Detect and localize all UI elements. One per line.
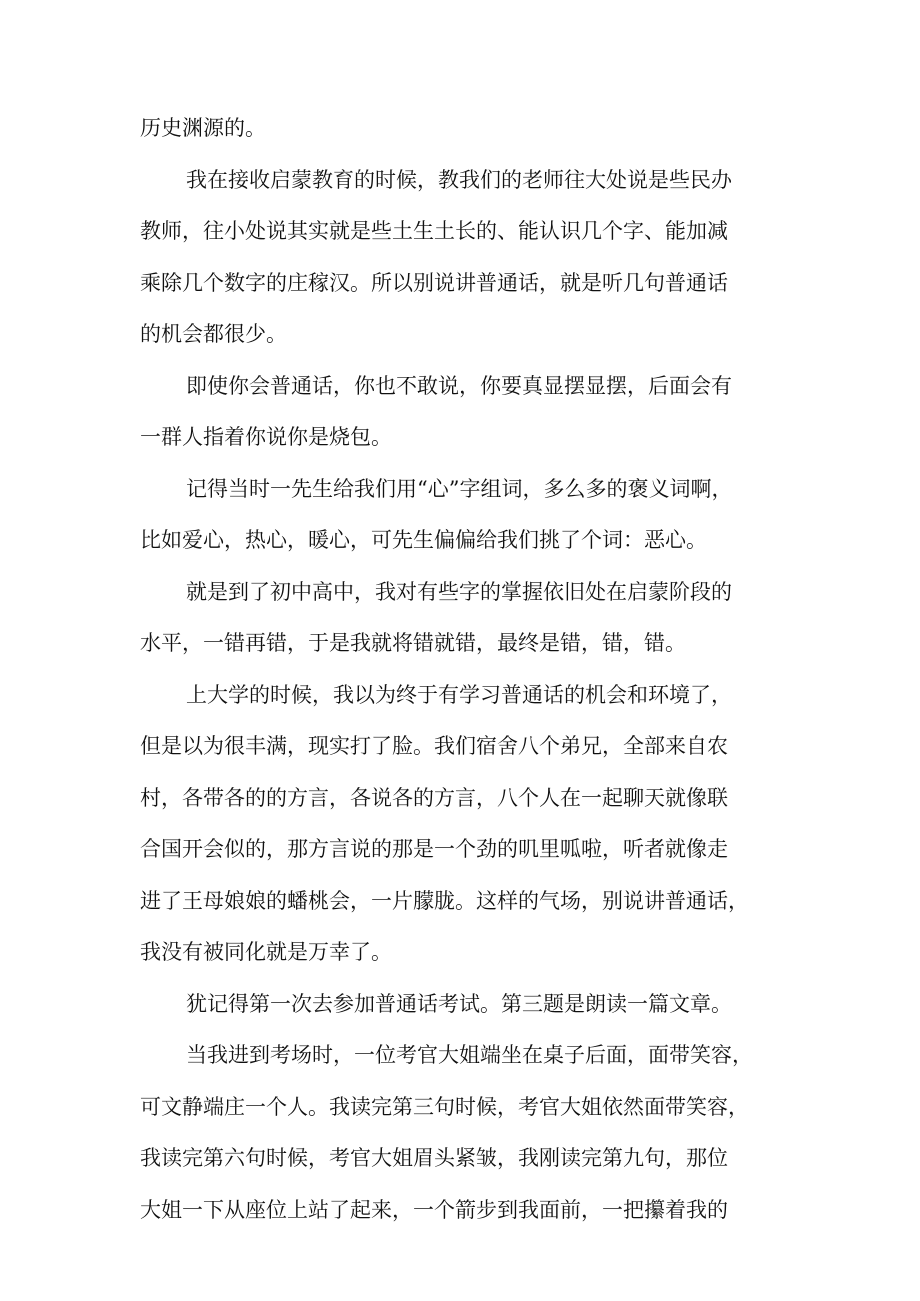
text-line: 当我进到考场时，一位考官大姐端坐在桌子后面，面带笑容，	[186, 1043, 753, 1067]
text-line: 教师，往小处说其实就是些土生土长的、能认识几个字、能加减	[140, 219, 728, 243]
text-line: 历史渊源的。	[140, 116, 266, 140]
text-line: 可文静端庄一个人。我读完第三句时候，考官大姐依然面带笑容，	[140, 1095, 749, 1119]
text-line: 犹记得第一次去参加普通话考试。第三题是朗读一篇文章。	[186, 992, 732, 1016]
text-line: 的机会都很少。	[140, 322, 287, 346]
text-line: 我在接收启蒙教育的时候，教我们的老师往大处说是些民办	[186, 168, 732, 192]
text-line: 水平，一错再错，于是我就将错就错，最终是错，错，错。	[140, 631, 686, 655]
text-line: 进了王母娘娘的蟠桃会，一片朦胧。这样的气场，别说讲普通话，	[140, 889, 749, 913]
text-line: 上大学的时候，我以为终于有学习普通话的机会和环境了，	[186, 683, 732, 707]
text-line: 村，各带各的的方言，各说各的方言，八个人在一起聊天就像联	[140, 786, 728, 810]
text-line: 合国开会似的，那方言说的那是一个劲的叽里呱啦，听者就像走	[140, 837, 728, 861]
text-line: 即使你会普通话，你也不敢说，你要真显摆显摆，后面会有	[186, 374, 732, 398]
text-line: 一群人指着你说你是烧包。	[140, 425, 392, 449]
text-line: 我没有被同化就是万幸了。	[140, 940, 392, 964]
text-line: 大姐一下从座位上站了起来，一个箭步到我面前，一把攥着我的	[140, 1198, 728, 1222]
text-line: 就是到了初中高中，我对有些字的掌握依旧处在启蒙阶段的	[186, 580, 732, 604]
text-line: 但是以为很丰满，现实打了脸。我们宿舍八个弟兄，全部来自农	[140, 734, 728, 758]
text-line: 记得当时一先生给我们用“心”字组词，多么多的褒义词啊，	[186, 477, 733, 501]
text-line: 我读完第六句时候，考官大姐眉头紧皱，我刚读完第九句，那位	[140, 1146, 728, 1170]
text-line: 比如爱心，热心，暖心，可先生偏偏给我们挑了个词：恶心。	[140, 528, 707, 552]
text-line: 乘除几个数字的庄稼汉。所以别说讲普通话，就是听几句普通话	[140, 271, 728, 295]
